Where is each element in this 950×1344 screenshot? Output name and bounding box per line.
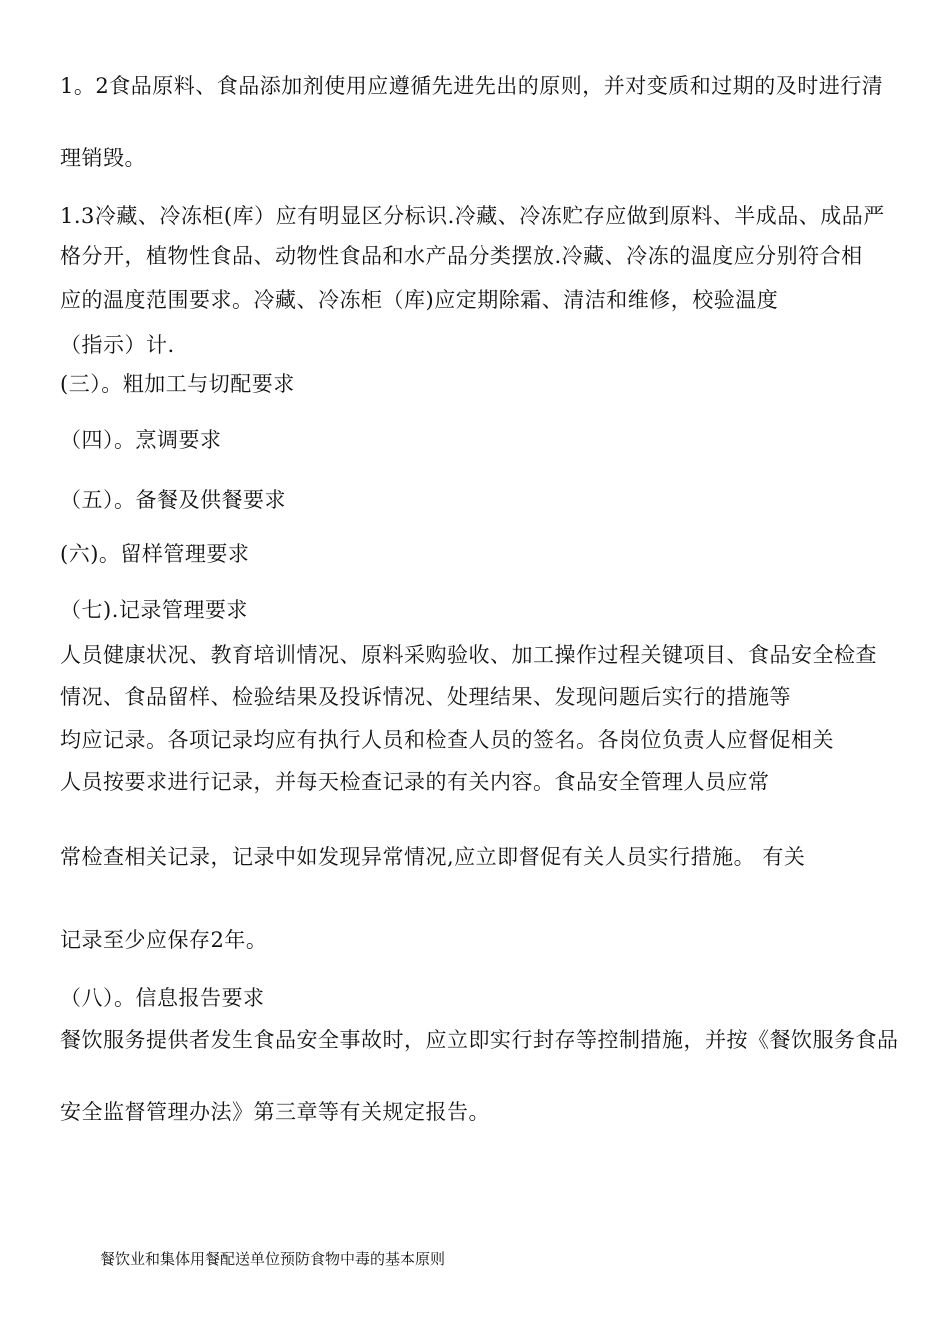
text-line: 1.3冷藏、冷冻柜(库）应有明显区分标识.冷藏、冷冻贮存应做到原料、半成品、成品严 xyxy=(60,204,885,228)
section-heading: （八）。信息报告要求 xyxy=(60,986,265,1010)
text-line: 均应记录。各项记录均应有执行人员和检查人员的签名。各岗位负责人应督促相关 xyxy=(60,728,834,752)
text-line: 应的温度范围要求。冷藏、冷冻柜（库)应定期除霜、清洁和维修，校验温度 xyxy=(60,288,779,312)
text-line: 1。2食品原料、食品添加剂使用应遵循先进先出的原则，并对变质和过期的及时进行清 xyxy=(60,74,884,98)
text-line: 常检查相关记录，记录中如发现异常情况,应立即督促有关人员实行措施。 有关 xyxy=(60,845,806,869)
section-heading: （四）。烹调要求 xyxy=(60,428,222,452)
text-line: 格分开，植物性食品、动物性食品和水产品分类摆放.冷藏、冷冻的温度应分别符合相 xyxy=(60,244,863,268)
page-footer: 餐饮业和集体用餐配送单位预防食物中毒的基本原则 xyxy=(100,1250,446,1268)
section-heading: (三）。粗加工与切配要求 xyxy=(60,372,295,396)
text-line: 人员按要求进行记录，并每天检查记录的有关内容。食品安全管理人员应常 xyxy=(60,770,770,794)
text-line: 安全监督管理办法》第三章等有关规定报告。 xyxy=(60,1100,490,1124)
text-line: 情况、食品留样、检验结果及投诉情况、处理结果、发现问题后实行的措施等 xyxy=(60,685,791,709)
text-line: 记录至少应保存2年。 xyxy=(60,928,268,952)
text-line: 理销毁。 xyxy=(60,146,146,170)
section-heading: (六)。留样管理要求 xyxy=(60,542,250,566)
text-line: 人员健康状况、教育培训情况、原料采购验收、加工操作过程关键项目、食品安全检查 xyxy=(60,643,877,667)
section-heading: （七).记录管理要求 xyxy=(60,598,248,622)
text-line: 餐饮服务提供者发生食品安全事故时，应立即实行封存等控制措施，并按《餐饮服务食品 xyxy=(60,1028,899,1052)
section-heading: （五）。备餐及供餐要求 xyxy=(60,488,286,512)
text-line: （指示）计. xyxy=(60,333,175,357)
